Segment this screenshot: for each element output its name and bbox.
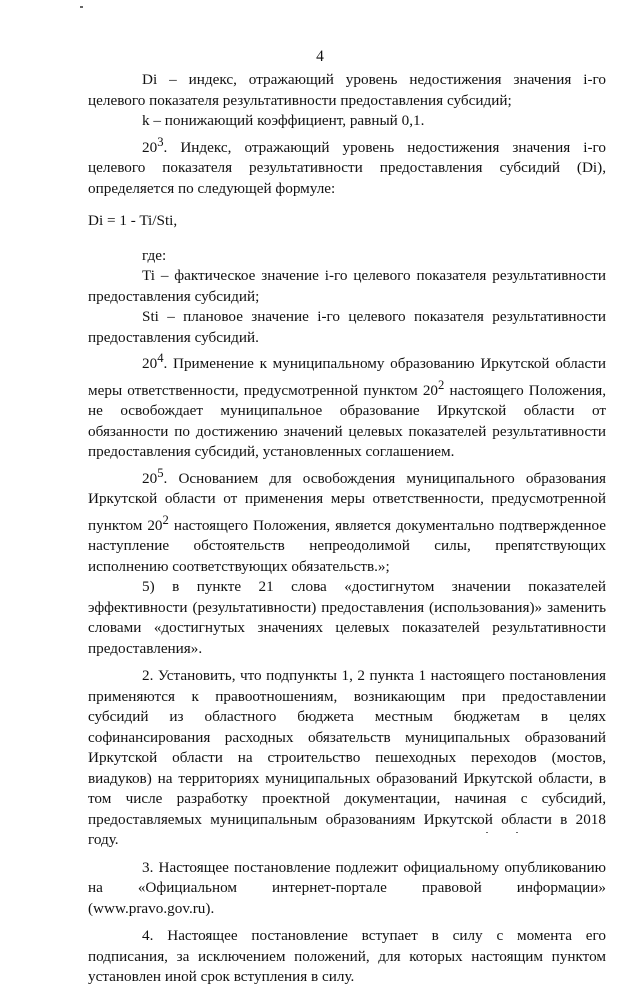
paragraph-20-4 — [88, 348, 606, 463]
paragraph-section-4: 4. Настоящее постановление вступает в силу с момента его подписания, за исключением положений, для которых настоящим пунктом установлен иной срок вступления в силу. — [88, 927, 606, 986]
clause-text: . Основанием для освобождения муниципального образования Иркутской области от применения меры ответственности, предусмотренной пунктом 20 — [88, 469, 606, 534]
scan-mark — [516, 832, 518, 833]
formula: Di = 1 - Ti/Sti, — [88, 212, 178, 230]
scan-mark — [80, 6, 83, 8]
clause-superscript: 5 — [157, 465, 164, 480]
document-body — [88, 70, 606, 988]
clause-text-continued: настоящего Положения, является документально подтвержденное наступление обстоятельств непреодолимой силы, препятствующих исполнению соответствующих обязательств.»; — [88, 516, 606, 575]
paragraph-20-5 — [88, 463, 606, 578]
clause-superscript: 3 — [157, 134, 164, 149]
paragraph-20-3 — [88, 132, 606, 200]
paragraph-ti-definition: Ti – фактическое значение i-го целевого показателя результативности предоставления субсидий; — [88, 267, 606, 305]
reference-superscript: 2 — [438, 377, 445, 392]
scan-mark — [486, 832, 488, 833]
clause-number: 20 — [142, 355, 158, 373]
clause-number: 20 — [142, 138, 158, 156]
clause-superscript: 4 — [157, 351, 164, 366]
reference-superscript: 2 — [162, 512, 169, 527]
clause-number: 20 — [142, 469, 158, 487]
paragraph-item-5: 5) в пункте 21 слова «достигнутом значении показателей эффективности (результативности) предоставления (использования)» заменить словами «достигнутых значениях целевых показателей результативности предоставления». — [88, 578, 606, 657]
clause-text: . Индекс, отражающий уровень недостижения значения i-го целевого показателя результативности предоставления субсидий (Di), определяется по следующей формуле: — [88, 138, 606, 197]
paragraph-sti-definition: Sti – плановое значение i-го целевого показателя результативности предоставления субсидий. — [88, 308, 606, 346]
clause-text: . Применение к муниципальному образованию Иркутской области меры ответственности, предусмотренной пунктом 20 — [88, 355, 606, 399]
where-label: где: — [142, 246, 167, 264]
clause-text-continued: настоящего Положения, не освобождает муниципальное образование Иркутской области от обязанности по достижению значений целевых показателей результативности предоставления субсидий, установленных соглашением. — [88, 381, 606, 461]
paragraph-section-2: 2. Установить, что подпункты 1, 2 пункта 1 настоящего постановления применяются к правоотношениям, возникающим при предоставлении субсидий из областного бюджета местным бюджетам в целях софинансирования расходных обязательств муниципальных образований Иркутской области на строительство пешеходных переходов (мостов, виадуков) на территориях муниципальных образований Иркутской области, в том числе разработку проектной документации, начиная с субсидий, предоставляемых муниципальным образованиям Иркутской области в 2018 году. — [88, 667, 606, 849]
paragraph-section-3: 3. Настоящее постановление подлежит официальному опубликованию на «Официальном интернет-портале правовой информации» (www.pravo.gov.ru). — [88, 858, 606, 917]
paragraph-di-definition: Di – индекс, отражающий уровень недостижения значения i-го целевого показателя результативности предоставления субсидий; — [88, 71, 606, 109]
paragraph-k-definition: k – понижающий коэффициент, равный 0,1. — [142, 112, 425, 129]
page-number: 4 — [316, 48, 324, 65]
